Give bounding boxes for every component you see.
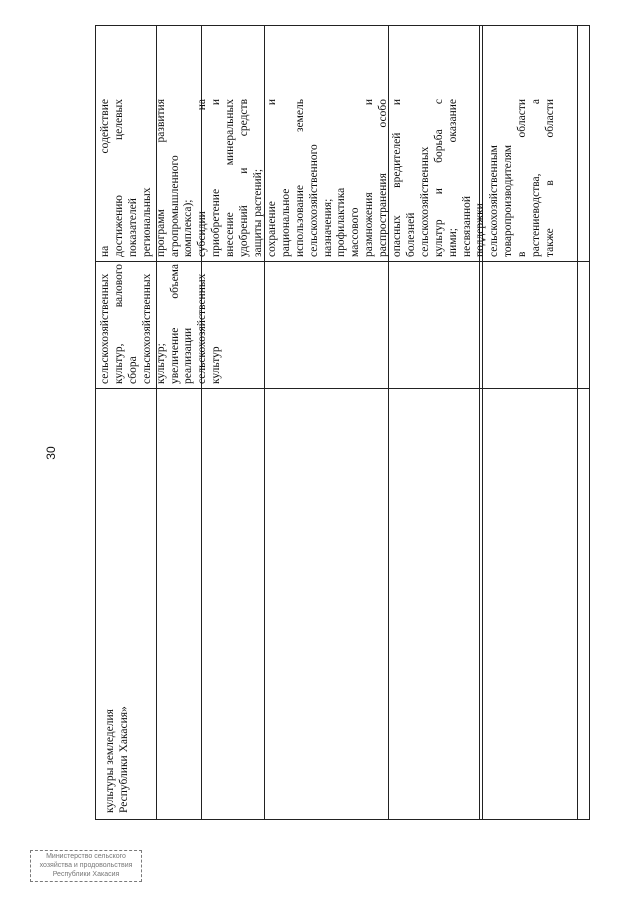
measures-line: использование земель bbox=[293, 99, 306, 257]
indicators-line: сельскохозяйственных bbox=[99, 273, 111, 384]
measures-line: несвязанной bbox=[460, 195, 473, 257]
measures-line: рациональное bbox=[279, 188, 292, 257]
indicators-cell bbox=[99, 264, 224, 384]
measures-line: удобрений и средств bbox=[238, 99, 251, 257]
measures-line: на содействие bbox=[99, 99, 111, 257]
measures-line: показателей bbox=[126, 198, 139, 257]
page-number: 30 bbox=[44, 446, 58, 460]
indicators-line: сельскохозяйственных bbox=[140, 273, 153, 384]
measures-line: достижению целевых bbox=[112, 99, 125, 257]
indicators-line: сельскохозяйственных bbox=[196, 273, 209, 384]
measures-line: программ развития bbox=[154, 99, 167, 257]
measures-line: в области bbox=[516, 99, 529, 257]
measures-line: внесение минеральных bbox=[224, 99, 237, 257]
measures-line: болезней bbox=[404, 212, 417, 257]
program-title-line: культуры земледелия bbox=[104, 709, 116, 813]
indicators-line: реализации bbox=[182, 327, 195, 384]
indicators-line: увеличение объема bbox=[168, 264, 181, 384]
measures-line: комплекса); bbox=[182, 199, 195, 257]
measures-line: также в области bbox=[544, 99, 556, 257]
measures-line: ними; оказание bbox=[446, 99, 459, 257]
program-title-line: Республики Хакасия» bbox=[117, 706, 130, 813]
column-divider bbox=[96, 388, 589, 389]
document-table-rotated bbox=[95, 25, 590, 820]
stamp-line: Министерство сельского bbox=[46, 853, 126, 860]
measures-line: сельскохозяйственным bbox=[488, 145, 501, 257]
registration-stamp bbox=[30, 850, 142, 882]
measures-line: назначения; bbox=[321, 198, 334, 257]
stamp-line: Республики Хакасия bbox=[52, 871, 120, 878]
indicators-line: культур bbox=[210, 346, 223, 384]
measures-line: культур и борьба с bbox=[432, 99, 445, 257]
stamp-line: хозяйства и продовольствия bbox=[39, 862, 133, 869]
measures-line: растениеводства, а bbox=[530, 99, 543, 257]
row-divider bbox=[577, 26, 578, 819]
measures-line: опасных вредителей и bbox=[391, 99, 404, 257]
measures-line: сохранение и bbox=[265, 99, 278, 257]
measures-line: региональных bbox=[140, 187, 153, 257]
measures-line: распространения особо bbox=[377, 99, 390, 257]
column-divider bbox=[96, 261, 589, 262]
measures-line: защиты растений; bbox=[251, 168, 264, 257]
measures-line: агропромышленного bbox=[168, 155, 181, 257]
indicators-line: культур; bbox=[154, 343, 167, 384]
measures-line: сельскохозяйственных bbox=[418, 146, 431, 257]
measures-line: поддержки bbox=[474, 203, 487, 257]
measures-line: субсидии на bbox=[196, 99, 209, 257]
document-table bbox=[95, 25, 590, 820]
indicators-line: культур, валового bbox=[112, 264, 125, 384]
indicators-line: сбора bbox=[126, 356, 139, 384]
measures-line: массового bbox=[349, 207, 362, 257]
measures-line: товаропроизводителям bbox=[502, 144, 515, 257]
measures-line: сельскохозяйственного bbox=[307, 144, 320, 257]
program-title-cell bbox=[96, 689, 156, 819]
measures-cell bbox=[99, 99, 558, 257]
measures-line: профилактика bbox=[335, 187, 348, 257]
measures-line: приобретение и bbox=[210, 99, 223, 257]
measures-line: размножения и bbox=[363, 99, 376, 257]
